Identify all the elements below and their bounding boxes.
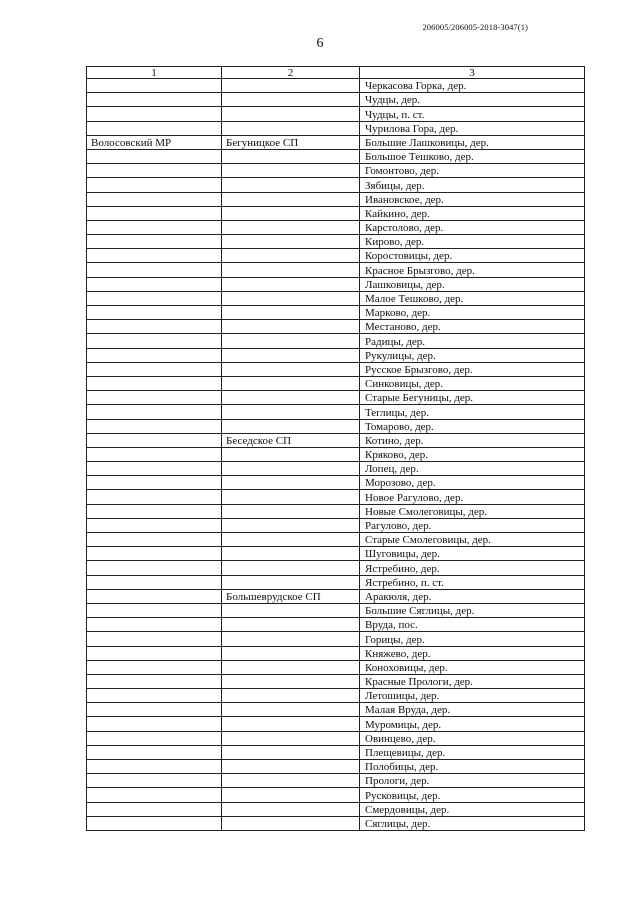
settlement-cell <box>222 462 360 476</box>
table-row <box>87 206 585 220</box>
district-cell <box>87 220 222 234</box>
settlement-cell <box>222 107 360 121</box>
settlement-cell <box>222 334 360 348</box>
header-col-3: 3 <box>360 67 585 79</box>
settlement-cell <box>222 632 360 646</box>
district-cell <box>87 618 222 632</box>
district-cell <box>87 731 222 745</box>
table-row <box>87 348 585 362</box>
settlement-cell <box>222 121 360 135</box>
table-header <box>87 67 585 79</box>
table-row <box>87 518 585 532</box>
district-cell: Волосовский МР <box>87 135 222 149</box>
table-row <box>87 788 585 802</box>
settlement-cell <box>222 192 360 206</box>
settlement-cell <box>222 376 360 390</box>
district-cell <box>87 93 222 107</box>
locality-cell: Смердовицы, дер. <box>360 802 585 816</box>
locality-cell: Лопец, дер. <box>360 462 585 476</box>
locality-cell: Гомонтово, дер. <box>360 164 585 178</box>
settlement-cell <box>222 235 360 249</box>
district-cell <box>87 816 222 830</box>
district-cell <box>87 802 222 816</box>
table-row <box>87 603 585 617</box>
table-row <box>87 646 585 660</box>
table-row <box>87 107 585 121</box>
district-cell <box>87 518 222 532</box>
district-cell <box>87 788 222 802</box>
table-row <box>87 476 585 490</box>
table-row <box>87 391 585 405</box>
district-cell <box>87 689 222 703</box>
locality-cell: Чудцы, п. ст. <box>360 107 585 121</box>
district-cell <box>87 405 222 419</box>
locality-cell: Шуговицы, дер. <box>360 547 585 561</box>
district-cell <box>87 476 222 490</box>
locality-cell: Радицы, дер. <box>360 334 585 348</box>
district-cell <box>87 589 222 603</box>
settlement-cell <box>222 802 360 816</box>
table-row <box>87 447 585 461</box>
locality-cell: Ястребино, п. ст. <box>360 575 585 589</box>
district-cell <box>87 490 222 504</box>
settlement-cell <box>222 674 360 688</box>
settlement-cell <box>222 447 360 461</box>
table-row <box>87 149 585 163</box>
locality-cell: Муромицы, дер. <box>360 717 585 731</box>
settlement-cell <box>222 476 360 490</box>
locality-cell: Малое Тешково, дер. <box>360 291 585 305</box>
locality-cell: Русское Брызгово, дер. <box>360 362 585 376</box>
table-row <box>87 178 585 192</box>
table-row <box>87 674 585 688</box>
table-row <box>87 235 585 249</box>
table-row <box>87 547 585 561</box>
locality-cell: Коростовицы, дер. <box>360 249 585 263</box>
district-cell <box>87 603 222 617</box>
locality-cell: Новые Смолеговицы, дер. <box>360 504 585 518</box>
table-row <box>87 291 585 305</box>
locality-cell: Кайкино, дер. <box>360 206 585 220</box>
settlement-cell <box>222 547 360 561</box>
table-body <box>87 79 585 831</box>
settlement-cell <box>222 391 360 405</box>
settlement-cell <box>222 646 360 660</box>
table-row <box>87 689 585 703</box>
settlement-cell <box>222 277 360 291</box>
locality-cell: Коноховицы, дер. <box>360 660 585 674</box>
district-cell <box>87 376 222 390</box>
locality-cell: Вруда, пос. <box>360 618 585 632</box>
table-row <box>87 135 585 149</box>
document-id: 206005/206005-2018-3047(1) <box>422 22 528 32</box>
settlement-cell <box>222 490 360 504</box>
table-row <box>87 760 585 774</box>
settlement-cell <box>222 603 360 617</box>
settlement-cell <box>222 703 360 717</box>
table-row <box>87 164 585 178</box>
settlement-cell <box>222 575 360 589</box>
header-col-1: 1 <box>87 67 222 79</box>
locality-cell: Карстолово, дер. <box>360 220 585 234</box>
district-cell <box>87 206 222 220</box>
table-row <box>87 504 585 518</box>
table-row <box>87 249 585 263</box>
table-row <box>87 376 585 390</box>
table-row <box>87 192 585 206</box>
district-cell <box>87 760 222 774</box>
settlement-cell <box>222 178 360 192</box>
locality-cell: Зябицы, дер. <box>360 178 585 192</box>
settlement-cell <box>222 419 360 433</box>
district-cell <box>87 745 222 759</box>
locality-cell: Княжево, дер. <box>360 646 585 660</box>
settlement-cell <box>222 660 360 674</box>
locality-cell: Морозово, дер. <box>360 476 585 490</box>
settlement-cell <box>222 788 360 802</box>
table-row <box>87 660 585 674</box>
district-cell <box>87 433 222 447</box>
locality-cell: Кирово, дер. <box>360 235 585 249</box>
settlement-cell <box>222 220 360 234</box>
table-row <box>87 277 585 291</box>
locality-cell: Черкасова Горка, дер. <box>360 79 585 93</box>
table-row <box>87 533 585 547</box>
district-cell <box>87 291 222 305</box>
table-row <box>87 334 585 348</box>
settlement-cell <box>222 816 360 830</box>
settlement-cell: Бегуницкое СП <box>222 135 360 149</box>
locality-cell: Большие Лашковицы, дер. <box>360 135 585 149</box>
district-cell <box>87 235 222 249</box>
table-row <box>87 774 585 788</box>
district-cell <box>87 547 222 561</box>
locality-cell: Марково, дер. <box>360 306 585 320</box>
table-row <box>87 561 585 575</box>
locality-cell: Новое Рагулово, дер. <box>360 490 585 504</box>
locality-cell: Лашковицы, дер. <box>360 277 585 291</box>
settlement-cell <box>222 362 360 376</box>
district-cell <box>87 774 222 788</box>
district-cell <box>87 575 222 589</box>
district-cell <box>87 391 222 405</box>
table-row <box>87 802 585 816</box>
table-row <box>87 745 585 759</box>
settlement-cell <box>222 249 360 263</box>
district-cell <box>87 674 222 688</box>
settlement-cell <box>222 504 360 518</box>
locality-cell: Теглицы, дер. <box>360 405 585 419</box>
table-row <box>87 419 585 433</box>
locality-cell: Красные Прологи, дер. <box>360 674 585 688</box>
locality-cell: Ивановское, дер. <box>360 192 585 206</box>
table-row <box>87 816 585 830</box>
district-cell <box>87 533 222 547</box>
settlement-cell <box>222 618 360 632</box>
locality-cell: Летошицы, дер. <box>360 689 585 703</box>
locality-cell: Старые Бегуницы, дер. <box>360 391 585 405</box>
district-cell <box>87 277 222 291</box>
locality-cell: Русковицы, дер. <box>360 788 585 802</box>
page-number: 6 <box>316 36 324 51</box>
table-row <box>87 433 585 447</box>
settlement-cell <box>222 291 360 305</box>
settlement-cell <box>222 79 360 93</box>
settlement-cell <box>222 405 360 419</box>
district-cell <box>87 178 222 192</box>
table-row <box>87 731 585 745</box>
settlement-cell <box>222 206 360 220</box>
locality-cell: Старые Смолеговицы, дер. <box>360 533 585 547</box>
locality-cell: Сяглицы, дер. <box>360 816 585 830</box>
locality-cell: Синковицы, дер. <box>360 376 585 390</box>
settlement-cell <box>222 760 360 774</box>
header-col-2: 2 <box>222 67 360 79</box>
table-row <box>87 632 585 646</box>
district-cell <box>87 79 222 93</box>
settlement-cell <box>222 561 360 575</box>
locality-cell: Чурилова Гора, дер. <box>360 121 585 135</box>
locality-cell: Красное Брызгово, дер. <box>360 263 585 277</box>
district-cell <box>87 561 222 575</box>
locality-cell: Котино, дер. <box>360 433 585 447</box>
locality-cell: Плещевицы, дер. <box>360 745 585 759</box>
settlement-cell <box>222 717 360 731</box>
settlement-cell <box>222 731 360 745</box>
table-row <box>87 79 585 93</box>
district-cell <box>87 646 222 660</box>
table-row <box>87 362 585 376</box>
table-row <box>87 717 585 731</box>
settlement-cell <box>222 93 360 107</box>
settlement-cell <box>222 149 360 163</box>
table-row <box>87 589 585 603</box>
district-cell <box>87 149 222 163</box>
locality-cell: Малая Вруда, дер. <box>360 703 585 717</box>
settlements-table <box>86 66 585 831</box>
district-cell <box>87 348 222 362</box>
settlement-cell <box>222 320 360 334</box>
locality-cell: Аракюля, дер. <box>360 589 585 603</box>
district-cell <box>87 462 222 476</box>
district-cell <box>87 320 222 334</box>
district-cell <box>87 306 222 320</box>
district-cell <box>87 660 222 674</box>
locality-cell: Местаново, дер. <box>360 320 585 334</box>
district-cell <box>87 164 222 178</box>
district-cell <box>87 504 222 518</box>
locality-cell: Горицы, дер. <box>360 632 585 646</box>
district-cell <box>87 192 222 206</box>
locality-cell: Овинцево, дер. <box>360 731 585 745</box>
table-row <box>87 575 585 589</box>
settlement-cell: Беседское СП <box>222 433 360 447</box>
settlement-cell <box>222 164 360 178</box>
district-cell <box>87 717 222 731</box>
district-cell <box>87 447 222 461</box>
locality-cell: Большие Сяглицы, дер. <box>360 603 585 617</box>
locality-cell: Рагулово, дер. <box>360 518 585 532</box>
table-row <box>87 703 585 717</box>
table-row <box>87 405 585 419</box>
settlement-cell <box>222 263 360 277</box>
table-row <box>87 320 585 334</box>
district-cell <box>87 362 222 376</box>
table-row <box>87 220 585 234</box>
locality-cell: Ястребино, дер. <box>360 561 585 575</box>
locality-cell: Большое Тешково, дер. <box>360 149 585 163</box>
table-row <box>87 263 585 277</box>
locality-cell: Рукулицы, дер. <box>360 348 585 362</box>
settlement-cell <box>222 348 360 362</box>
settlement-cell <box>222 689 360 703</box>
settlement-cell <box>222 745 360 759</box>
settlement-cell: Большеврудское СП <box>222 589 360 603</box>
district-cell <box>87 334 222 348</box>
header-row <box>87 67 585 79</box>
table-row <box>87 462 585 476</box>
table-row <box>87 306 585 320</box>
table-row <box>87 93 585 107</box>
district-cell <box>87 703 222 717</box>
district-cell <box>87 632 222 646</box>
locality-cell: Полобицы, дер. <box>360 760 585 774</box>
table-row <box>87 618 585 632</box>
district-cell <box>87 263 222 277</box>
locality-cell: Кряково, дер. <box>360 447 585 461</box>
settlement-cell <box>222 533 360 547</box>
district-cell <box>87 249 222 263</box>
district-cell <box>87 107 222 121</box>
table-row <box>87 490 585 504</box>
district-cell <box>87 419 222 433</box>
district-cell <box>87 121 222 135</box>
settlement-cell <box>222 306 360 320</box>
table-row <box>87 121 585 135</box>
settlement-cell <box>222 774 360 788</box>
locality-cell: Прологи, дер. <box>360 774 585 788</box>
settlement-cell <box>222 518 360 532</box>
locality-cell: Чудцы, дер. <box>360 93 585 107</box>
locality-cell: Томарово, дер. <box>360 419 585 433</box>
